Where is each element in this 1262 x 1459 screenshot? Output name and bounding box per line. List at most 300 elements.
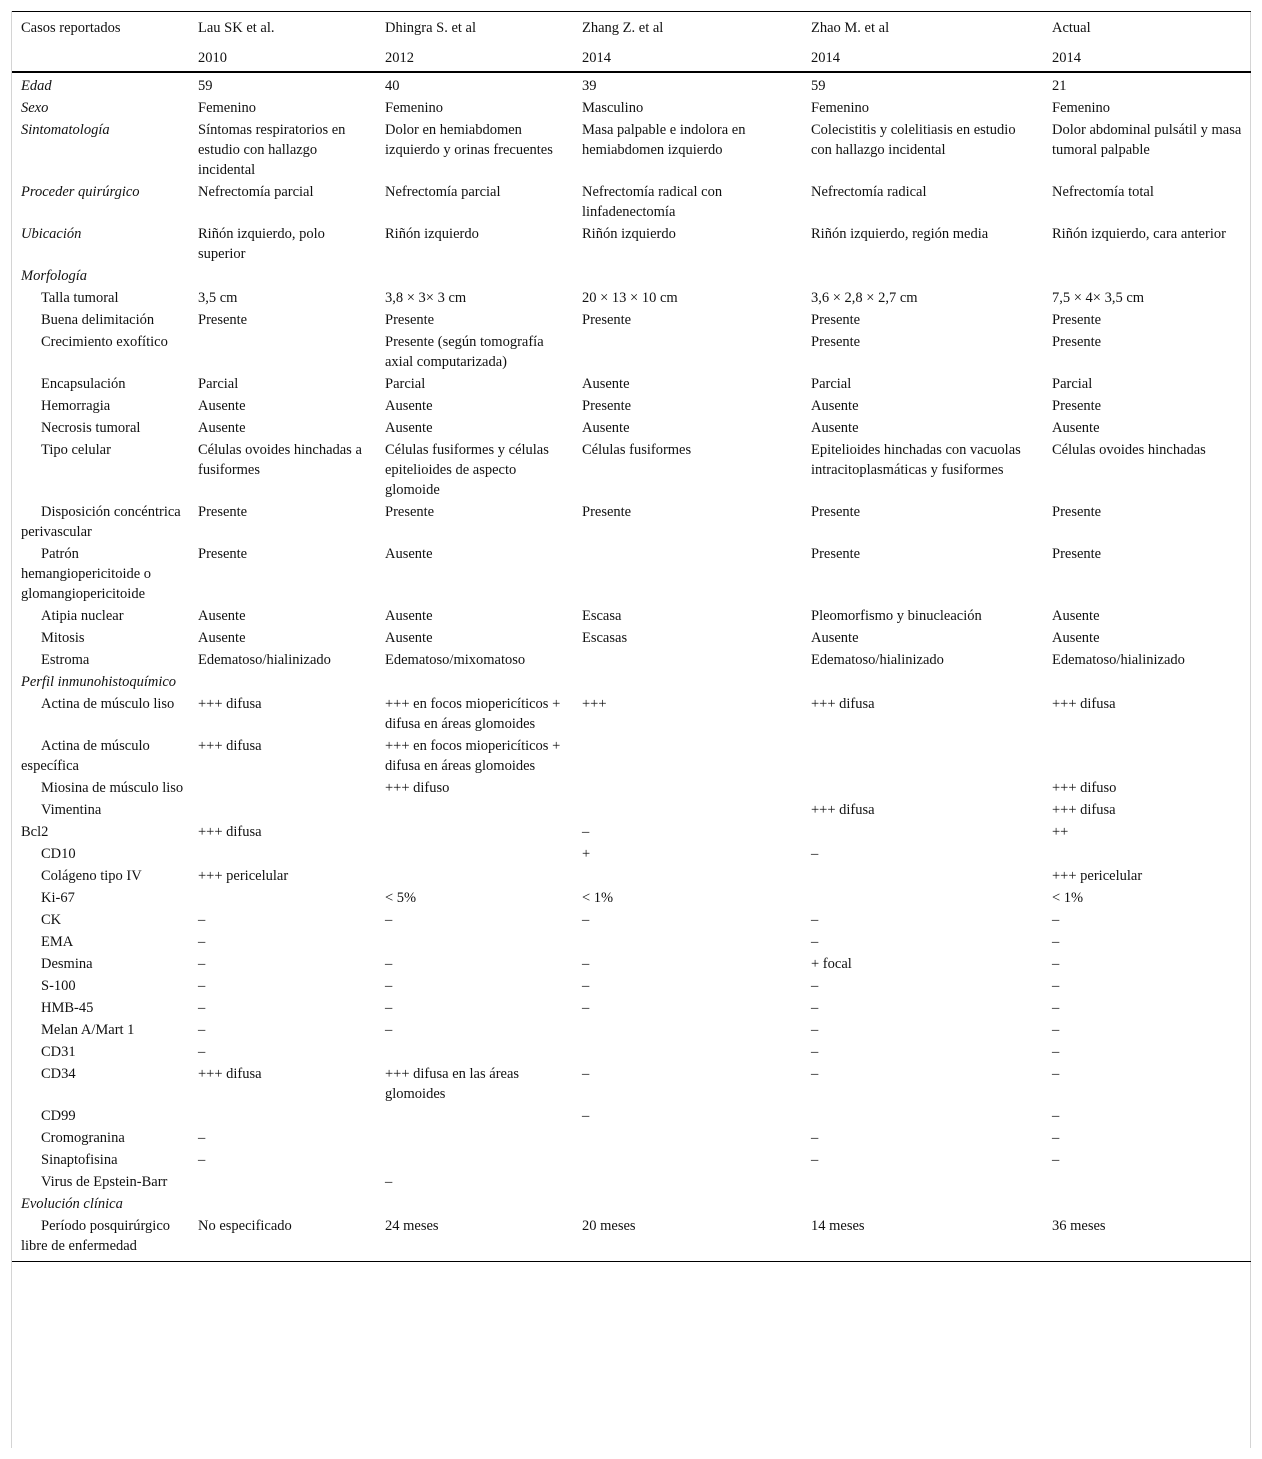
table-cell: Ausente [198,398,246,414]
table-cell: Ausente [385,420,433,436]
table-cell: – [1052,956,1060,972]
table-cell [802,1193,1043,1215]
section-label: Perfil inmunohistoquímico [21,674,177,690]
table-cell [1043,1193,1251,1215]
header-author: Lau SK et al. [198,20,275,36]
table-cell: 39 [582,78,597,94]
table-cell: Femenino [1052,100,1110,116]
table-row [12,627,1251,649]
table-cell: – [582,1108,590,1124]
table-cell: Riñón izquierdo [385,226,479,242]
row-label-text: Tipo celular [41,442,111,458]
table-cell: Riñón izquierdo, cara anterior [1052,226,1226,242]
table-row [12,693,1251,735]
table-cell [573,1127,802,1149]
table-header [12,12,1251,73]
table-cell: – [385,978,393,994]
table-cell: Presente [385,312,435,328]
row-label [12,909,189,931]
table-cell: Dolor abdominal pulsátil y masa tumoral palpable [1052,122,1242,158]
table-cell: +++ [582,696,607,712]
row-label-text: Mitosis [41,630,85,646]
table-cell: Células ovoides hinchadas [1052,442,1206,458]
row-label-text: EMA [41,934,74,950]
table-cell: – [198,1152,206,1168]
table-cell [802,887,1043,909]
table-cell: 20 meses [582,1218,636,1234]
table-row [12,72,1251,97]
table-cell: 59 [811,78,826,94]
row-label [12,627,189,649]
table-cell: – [198,1044,206,1060]
table-row [12,1171,1251,1193]
header-author: Dhingra S. et al [385,20,477,36]
table-cell: Edematoso/hialinizado [1052,652,1185,668]
row-label: Bcl2 [21,824,49,840]
table-cell: Presente (según tomografía axial computarizada) [385,334,544,370]
row-label-text: CD10 [41,846,76,862]
header-author: Actual [1052,20,1091,36]
section-label: Evolución clínica [21,1196,123,1212]
table-cell [802,1171,1043,1193]
table-cell: Ausente [1052,630,1100,646]
row-label-text: Talla tumoral [41,290,119,306]
row-label-text: CD34 [41,1066,76,1082]
table-row [12,975,1251,997]
table-row [12,605,1251,627]
table-cell [376,1041,573,1063]
table-cell: 59 [198,78,213,94]
table-cell [189,265,376,287]
table-body [12,72,1251,1262]
table-cell: Ausente [811,420,859,436]
table-row [12,1193,1251,1215]
table-cell: – [582,912,590,928]
table-cell: Parcial [811,376,852,392]
table-cell [802,865,1043,887]
table-cell [573,671,802,693]
table-row [12,997,1251,1019]
table-cell: Ausente [385,546,433,562]
table-cell [376,821,573,843]
table-cell: – [198,912,206,928]
table-cell: Parcial [1052,376,1093,392]
table-cell [802,265,1043,287]
table-cell [376,1149,573,1171]
table-cell [189,799,376,821]
table-row [12,1127,1251,1149]
table-cell: Ausente [198,420,246,436]
table-row [12,395,1251,417]
table-cell: – [582,978,590,994]
table-cell: – [1052,912,1060,928]
table-row [12,649,1251,671]
table-cell: 3,5 cm [198,290,238,306]
table-cell [573,735,802,777]
table-cell: +++ difusa [1052,802,1116,818]
table-cell: Presente [1052,546,1102,562]
row-label-text: Actina de músculo específica [21,738,150,774]
table-cell: – [198,934,206,950]
table-cell: – [811,846,819,862]
table-row [12,373,1251,395]
table-row [12,265,1251,287]
table-cell [573,865,802,887]
table-cell: Edematoso/mixomatoso [385,652,526,668]
table-cell: Presente [198,504,248,520]
section-label: Morfología [21,268,88,284]
table-cell: – [1052,1022,1060,1038]
table-cell [1043,1171,1251,1193]
table-page [11,11,1251,1448]
row-label-text: Necrosis tumoral [41,420,141,436]
row-label [12,287,189,309]
row-label [12,1105,189,1127]
table-cell: – [811,978,819,994]
row-label-text: Ki-67 [41,890,75,906]
row-label [12,1127,189,1149]
table-cell: 3,6 × 2,8 × 2,7 cm [811,290,918,306]
header-year: 2014 [1043,42,1251,72]
table-cell: – [811,1000,819,1016]
table-cell [573,1041,802,1063]
table-cell: Presente [811,504,861,520]
table-cell: – [1052,1152,1060,1168]
section-label: Sexo [21,100,49,116]
row-label-text: Período posquirúrgico libre de enfermedad [21,1218,171,1254]
table-cell: Presente [1052,312,1102,328]
row-label-text: Disposición concéntrica perivascular [21,504,181,540]
table-cell [189,887,376,909]
table-cell [189,1105,376,1127]
table-row [12,97,1251,119]
table-cell: Escasa [582,608,622,624]
table-row [12,543,1251,605]
table-cell: – [1052,1108,1060,1124]
table-cell: 14 meses [811,1218,865,1234]
table-cell: 21 [1052,78,1067,94]
table-row [12,865,1251,887]
header-year: 2012 [376,42,573,72]
row-label [12,1149,189,1171]
table-cell: – [582,956,590,972]
row-label [12,975,189,997]
table-cell [802,735,1043,777]
row-label-text: Vimentina [41,802,102,818]
table-row [12,439,1251,501]
table-row [12,1215,1251,1262]
table-cell [802,1105,1043,1127]
header-empty-cell [12,42,189,72]
header-author: Zhang Z. et al [582,20,664,36]
table-cell: + [582,846,591,862]
table-cell: Síntomas respiratorios en estudio con hallazgo incidental [198,122,346,178]
table-cell: Presente [385,504,435,520]
table-cell: +++ pericelular [1052,868,1143,884]
table-cell: – [811,1130,819,1146]
table-cell: 20 × 13 × 10 cm [582,290,678,306]
table-cell: Dolor en hemiabdomen izquierdo y orinas frecuentes [385,122,553,158]
table-cell: Ausente [385,608,433,624]
table-cell [802,671,1043,693]
table-cell: Presente [198,312,248,328]
table-cell: +++ difuso [385,780,450,796]
table-cell [573,1193,802,1215]
table-cell: Masculino [582,100,644,116]
table-cell: 24 meses [385,1218,439,1234]
table-cell: 3,8 × 3× 3 cm [385,290,467,306]
table-cell: +++ difusa [198,824,262,840]
table-row [12,331,1251,373]
table-cell: – [811,1152,819,1168]
table-cell: Nefrectomía total [1052,184,1154,200]
table-row [12,1063,1251,1105]
table-row [12,287,1251,309]
row-label-text: Virus de Epstein-Barr [41,1174,168,1190]
table-cell: Masa palpable e indolora en hemiabdomen izquierdo [582,122,746,158]
table-cell: +++ en focos miopericíticos + difusa en áreas glomoides [385,738,561,774]
table-cell: < 1% [582,890,614,906]
table-cell: Escasas [582,630,628,646]
row-label [12,887,189,909]
table-row [12,1041,1251,1063]
case-comparison-table [12,11,1251,1262]
row-label-text: Cromogranina [41,1130,125,1146]
row-label [12,1171,189,1193]
table-cell: – [1052,1130,1060,1146]
table-cell: Ausente [198,630,246,646]
row-label-text: Sinaptofisina [41,1152,118,1168]
row-label [12,953,189,975]
table-row [12,931,1251,953]
section-label: Sintomatología [21,122,110,138]
row-label [12,865,189,887]
table-cell: +++ difusa [198,1066,262,1082]
table-cell: +++ difusa [198,696,262,712]
table-cell: Riñón izquierdo [582,226,676,242]
table-cell: Presente [1052,334,1102,350]
table-cell: Presente [811,312,861,328]
table-cell [573,1019,802,1041]
table-cell [376,843,573,865]
row-label-text: Melan A/Mart 1 [41,1022,135,1038]
header-year: 2014 [573,42,802,72]
table-cell: +++ pericelular [198,868,289,884]
table-cell: – [198,956,206,972]
row-label [12,735,189,777]
row-label [12,1019,189,1041]
row-label-text: Estroma [41,652,90,668]
section-label: Proceder quirúrgico [21,184,140,200]
table-cell [573,1171,802,1193]
table-cell [573,931,802,953]
table-cell: – [198,1130,206,1146]
table-cell: ++ [1052,824,1069,840]
table-cell: – [385,1174,393,1190]
table-cell: +++ difuso [1052,780,1117,796]
table-cell: – [385,1022,393,1038]
table-cell [189,777,376,799]
row-label [12,439,189,501]
table-cell: + focal [811,956,852,972]
table-cell: Células fusiformes [582,442,692,458]
table-cell: < 5% [385,890,417,906]
row-label-text: Desmina [41,956,93,972]
table-row [12,417,1251,439]
table-row [12,953,1251,975]
table-cell: Presente [582,398,632,414]
table-cell: 7,5 × 4× 3,5 cm [1052,290,1145,306]
table-row [12,223,1251,265]
table-cell: Presente [811,546,861,562]
table-cell: Nefrectomía radical con linfadenectomía [582,184,723,220]
row-label [12,799,189,821]
table-cell: +++ difusa en las áreas glomoides [385,1066,520,1102]
table-cell: Riñón izquierdo, región media [811,226,989,242]
table-cell: Ausente [582,420,630,436]
table-cell: Femenino [811,100,869,116]
row-label [12,605,189,627]
table-cell [189,1193,376,1215]
table-cell [376,671,573,693]
table-row [12,1149,1251,1171]
table-cell: 36 meses [1052,1218,1106,1234]
table-cell [376,799,573,821]
table-cell: – [811,1066,819,1082]
table-cell [376,1105,573,1127]
table-cell: +++ difusa [811,696,875,712]
table-cell [573,799,802,821]
table-cell: – [385,956,393,972]
table-cell [573,331,802,373]
table-cell [802,821,1043,843]
row-label-text: Colágeno tipo IV [41,868,142,884]
table-cell: – [582,824,590,840]
table-cell: Presente [198,546,248,562]
table-cell: – [385,1000,393,1016]
table-cell: – [1052,1066,1060,1082]
row-label-text: CD99 [41,1108,76,1124]
table-row [12,119,1251,181]
table-row [12,501,1251,543]
table-row [12,1019,1251,1041]
table-cell: Ausente [582,376,630,392]
table-cell [1043,735,1251,777]
section-label: Ubicación [21,226,82,242]
table-row [12,843,1251,865]
table-cell: – [385,912,393,928]
header-cases-label: Casos reportados [21,20,121,36]
row-label-text: CK [41,912,62,928]
table-row [12,1105,1251,1127]
table-cell: Ausente [385,630,433,646]
table-cell [573,265,802,287]
row-label-text: Encapsulación [41,376,126,392]
table-cell: No especificado [198,1218,292,1234]
table-cell [376,865,573,887]
row-label [12,1041,189,1063]
table-cell [573,649,802,671]
table-row [12,887,1251,909]
table-cell: Epitelioides hinchadas con vacuolas intracitoplasmáticas y fusiformes [811,442,1021,478]
table-cell: +++ en focos miopericíticos + difusa en áreas glomoides [385,696,561,732]
table-cell: – [1052,934,1060,950]
row-label [12,997,189,1019]
table-cell: – [811,1044,819,1060]
table-cell: Presente [582,312,632,328]
table-cell: Ausente [1052,608,1100,624]
table-cell: Ausente [198,608,246,624]
row-label [12,373,189,395]
row-label [12,501,189,543]
row-label [12,931,189,953]
row-label [12,777,189,799]
table-cell: Edematoso/hialinizado [198,652,331,668]
table-cell: Ausente [1052,420,1100,436]
table-cell [573,543,802,605]
table-cell: 40 [385,78,400,94]
table-cell: Colecistitis y colelitiasis en estudio con hallazgo incidental [811,122,1016,158]
table-cell: – [811,1022,819,1038]
table-cell [189,1171,376,1193]
row-label [12,395,189,417]
header-row-years [12,42,1251,72]
table-cell: Presente [1052,504,1102,520]
table-cell: Ausente [811,398,859,414]
table-row [12,777,1251,799]
table-cell: Pleomorfismo y binucleación [811,608,982,624]
row-label [12,1215,189,1262]
table-cell [573,1149,802,1171]
table-row [12,671,1251,693]
row-label-text: S-100 [41,978,76,994]
table-cell: Femenino [198,100,256,116]
table-cell [189,331,376,373]
table-row [12,821,1251,843]
table-cell [1043,843,1251,865]
row-label-text: Crecimiento exofítico [41,334,168,350]
table-row [12,799,1251,821]
table-cell [802,777,1043,799]
table-cell: – [198,978,206,994]
table-cell: – [198,1022,206,1038]
table-cell [573,777,802,799]
row-label [12,1063,189,1105]
header-author: Zhao M. et al [811,20,890,36]
table-cell: – [582,1066,590,1082]
table-cell: – [1052,1044,1060,1060]
row-label [12,331,189,373]
row-label [12,417,189,439]
row-label [12,543,189,605]
row-label-text: Patrón hemangiopericitoide o glomangiopericitoide [21,546,152,602]
table-cell: – [811,934,819,950]
table-cell: < 1% [1052,890,1084,906]
table-cell: – [582,1000,590,1016]
row-label-text: HMB-45 [41,1000,94,1016]
row-label [12,649,189,671]
table-cell [376,931,573,953]
table-cell: Edematoso/hialinizado [811,652,944,668]
row-label-text: Buena delimitación [41,312,155,328]
table-cell: Parcial [385,376,426,392]
header-year: 2010 [189,42,376,72]
table-cell: +++ difusa [1052,696,1116,712]
row-label [12,309,189,331]
row-label-text: Atipia nuclear [41,608,124,624]
table-cell: Riñón izquierdo, polo superior [198,226,325,262]
row-label-text: Miosina de músculo liso [41,780,184,796]
